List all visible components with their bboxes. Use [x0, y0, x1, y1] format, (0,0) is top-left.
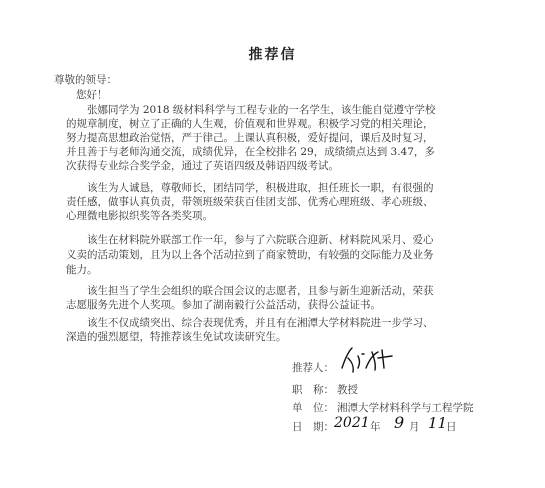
date-day-suffix: 日 [446, 421, 457, 433]
paragraph-1-line-1: 张娜同学为 2018 级材料科学与工程专业的一名学生，该生能自觉遵守学校 [87, 104, 436, 116]
paragraph-1-line-4: 并且善于与老师沟通交流，成绩优异，在全校排名 29，成绩绩点达到 3.47，多 [66, 146, 435, 158]
paragraph-3-line-1: 该生在材料院外联部工作一年，参与了六院联合迎新、材料院风采月、爱心 [87, 234, 434, 246]
salutation: 尊敬的领导： [54, 74, 117, 86]
title-value: 教授 [337, 384, 358, 396]
paragraph-4-line-2: 志愿服务先进个人奖项。参加了湖南毅行公益活动，获得公益证书。 [66, 299, 381, 311]
recommender-label: 推荐人： [292, 362, 334, 374]
date-month-suffix: 月 [409, 421, 420, 433]
paragraph-2-line-1: 该生为人诚恳，尊敬师长，团结同学，积极进取，担任班长一职，有很强的 [87, 182, 434, 194]
paragraph-1-line-5: 次获得专业综合奖学金，通过了英语四级及韩语四级考试。 [66, 160, 339, 172]
greeting: 您好！ [76, 89, 108, 101]
unit-label: 单 位： [292, 402, 334, 414]
date-year-suffix: 年 [370, 421, 381, 433]
unit-value: 湘潭大学材料科学与工程学院 [337, 402, 474, 414]
paragraph-5-line-2: 深造的强烈愿望，特推荐该生免试攻读研究生。 [66, 331, 287, 343]
date-month: 9 [394, 413, 405, 432]
date-label: 日 期： [292, 421, 334, 433]
paragraph-3-line-3: 能力。 [66, 264, 98, 276]
title-label: 职 称： [292, 384, 334, 396]
letter-title: 推荐信 [248, 47, 297, 63]
date-year: 2021 [334, 415, 370, 431]
paragraph-5-line-1: 该生不仅成绩突出、综合表现优秀，并且有在湘潭大学材料院进一步学习、 [87, 317, 434, 329]
paragraph-1-line-2: 的规章制度，树立了正确的人生观，价值观和世界观。积极学习党的相关理论， [66, 118, 434, 130]
paragraph-3-line-2: 义卖的活动策划，且为以上各个活动拉到了商家赞助，有较强的交际能力及业务 [66, 249, 434, 261]
paragraph-2-line-2: 责任感，做事认真负责，带领班级荣获百佳团支部、优秀心理班级、孝心班级、 [66, 196, 434, 208]
paragraph-2-line-3: 心理微电影拟织奖等各类奖项。 [66, 210, 213, 222]
handwritten-signature-icon [338, 346, 398, 376]
paragraph-4-line-1: 该生担当了学生会组织的联合国会议的志愿者，且参与新生迎新活动，荣获 [87, 285, 434, 297]
date-day: 11 [428, 414, 448, 432]
paragraph-1-line-3: 努力提高思想政治觉悟，严于律己。上课认真积极，爱好提问，课后及时复习， [66, 132, 434, 144]
